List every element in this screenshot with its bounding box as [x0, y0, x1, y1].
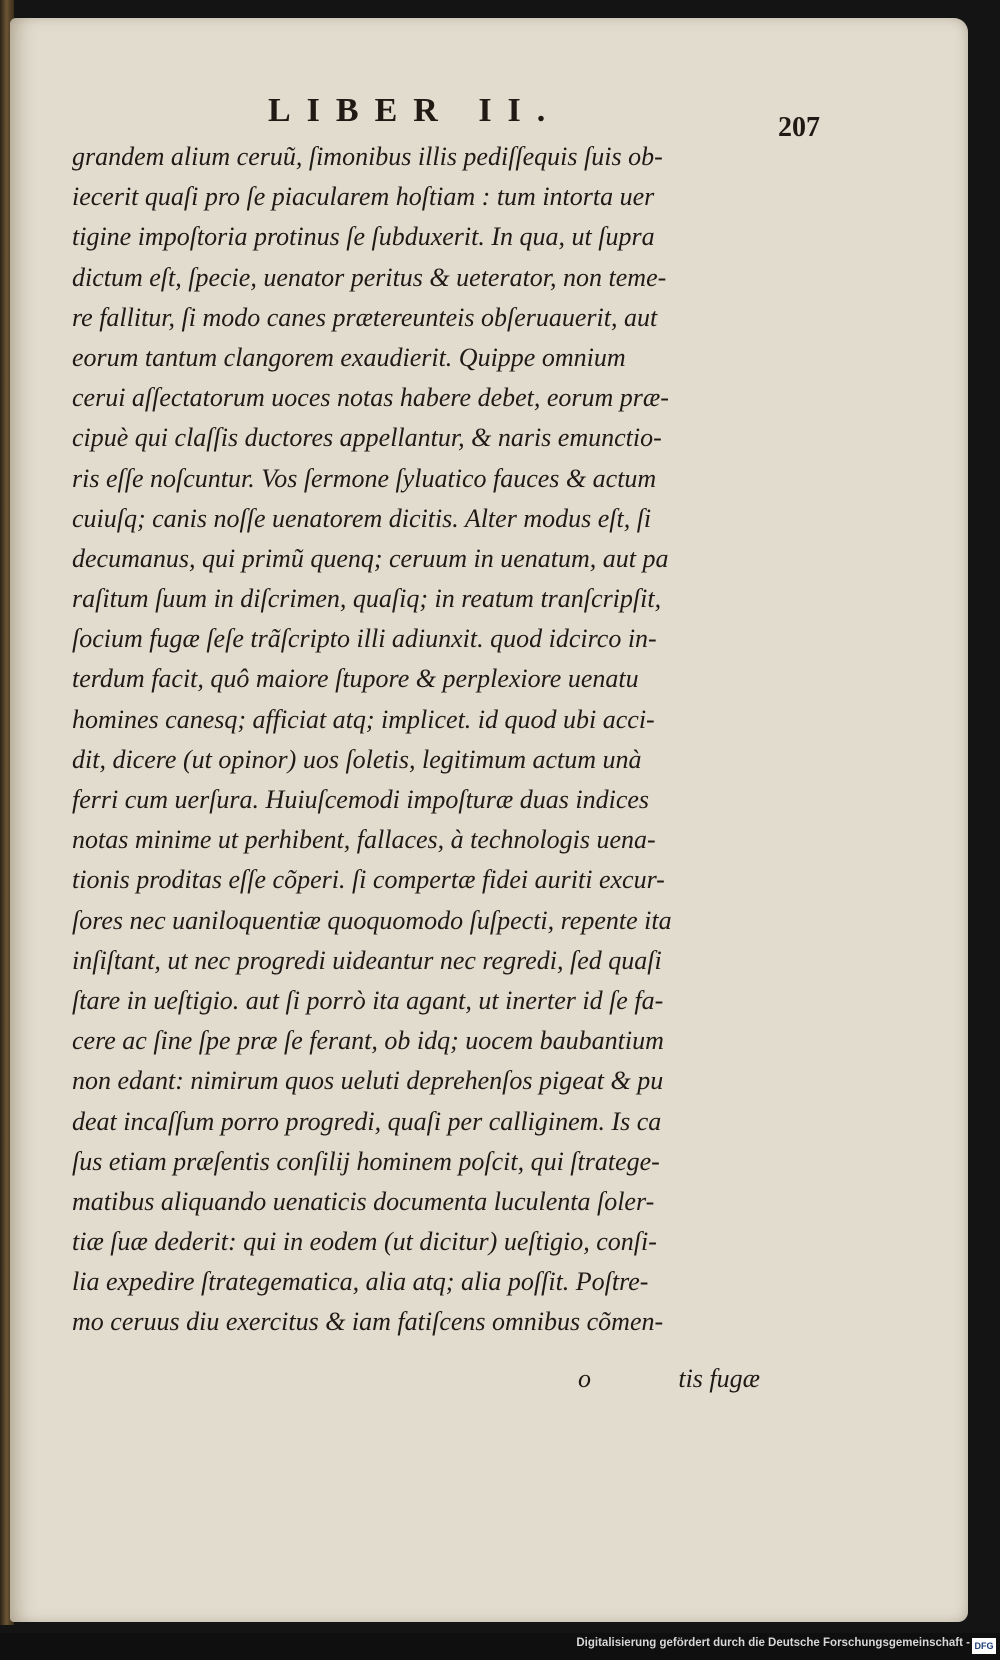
text-line: ferri cum uerſura. Huiuſcemodi impoſturæ duas indices — [72, 785, 650, 814]
text-line: raſitum ſuum in diſcrimen, quaſiq; in reatum tranſcripſit, — [72, 584, 662, 614]
text-line: cipuè qui claſſis ductores appellantur, & naris emunctio- — [72, 423, 662, 453]
text-line: terdum facit, quô maiore ſtupore & perplexiore uenatu — [72, 664, 639, 694]
text-line: matibus aliquando uenaticis documenta luculenta ſoler- — [72, 1186, 655, 1216]
text-line: ſus etiam præſentis conſilij hominem poſcit, qui ſtratege- — [72, 1146, 660, 1176]
text-line: cere ac ſine ſpe præ ſe ferant, ob idq; uocem baubantium — [72, 1026, 664, 1056]
text-line: deat incaſſum porro progredi, quaſi per calliginem. Is ca — [72, 1106, 662, 1136]
text-line: ſtare in ueſtigio. aut ſi porrò ita agant, ut inerter id ſe fa- — [72, 985, 664, 1015]
catchword: tis fugæ — [678, 1364, 760, 1393]
text-line: ris eſſe noſcuntur. Vos ſermone ſyluatico fauces & actum — [72, 463, 657, 493]
text-line: dit, dicere (ut opinor) uos ſoletis, legitimum actum unà — [72, 744, 642, 774]
text-line: lia expedire ſtrategematica, alia atq; alia poſſit. Poſtre- — [72, 1267, 649, 1297]
text-line: tionis proditas eſſe cõperi. ſi compertæ fidei auriti excur- — [72, 865, 665, 895]
text-line: ſores nec uaniloquentiæ quoquomodo ſuſpecti, repente ita — [72, 905, 672, 935]
digitization-credit: Digitalisierung gefördert durch die Deutsche Forschungsgemeinschaft - — [576, 1637, 970, 1649]
running-head: LIBER II. — [268, 92, 562, 129]
text-line: inſiſtant, ut nec progredi uideantur nec regredi, ſed quaſi — [72, 945, 662, 975]
text-line: ſocium fugæ ſeſe trãſcripto illi adiunxit. quod idcirco in- — [72, 624, 657, 654]
text-line: eorum tantum clangorem exaudierit. Quippe omnium — [72, 342, 626, 372]
text-line: iecerit quaſi pro ſe piacularem hoſtiam : tum intorta uer — [72, 182, 655, 212]
text-line: mo ceruus diu exercitus & iam fatiſcens omnibus cõmen- — [72, 1307, 664, 1337]
text-line: cerui aſſectatorum uoces notas habere debet, eorum præ- — [72, 383, 669, 413]
text-line: cuiuſq; canis noſſe uenatorem dicitis. Alter modus eſt, ſi — [72, 503, 652, 533]
catchline — [578, 1364, 760, 1400]
page-number: 207 — [778, 112, 820, 143]
text-line: homines canesq; afficiat atq; implicet. id quod ubi acci- — [72, 704, 655, 734]
text-line: tigine impoſtoria protinus ſe ſubduxerit. In qua, ut ſupra — [72, 222, 655, 252]
text-line: tiæ ſuæ dederit: qui in eodem (ut dicitur) ueſtigio, conſi- — [72, 1227, 657, 1257]
text-line: decumanus, qui primũ quenq; ceruum in uenatum, aut pa — [72, 543, 669, 573]
text-block — [72, 137, 762, 1343]
dfg-logo: DFG — [972, 1638, 996, 1654]
text-line: grandem alium ceruũ, ſimonibus illis pediſſequis ſuis ob- — [72, 142, 663, 171]
text-line: dictum eſt, ſpecie, uenator peritus & ueterator, non teme- — [72, 262, 667, 292]
text-line: re fallitur, ſi modo canes prætereunteis obſeruauerit, aut — [72, 302, 658, 332]
text-line: notas minime ut perhibent, fallaces, à technologis uena- — [72, 825, 656, 855]
signature-mark: o — [578, 1364, 591, 1393]
text-line: non edant: nimirum quos ueluti deprehenſos pigeat & pu — [72, 1066, 664, 1096]
